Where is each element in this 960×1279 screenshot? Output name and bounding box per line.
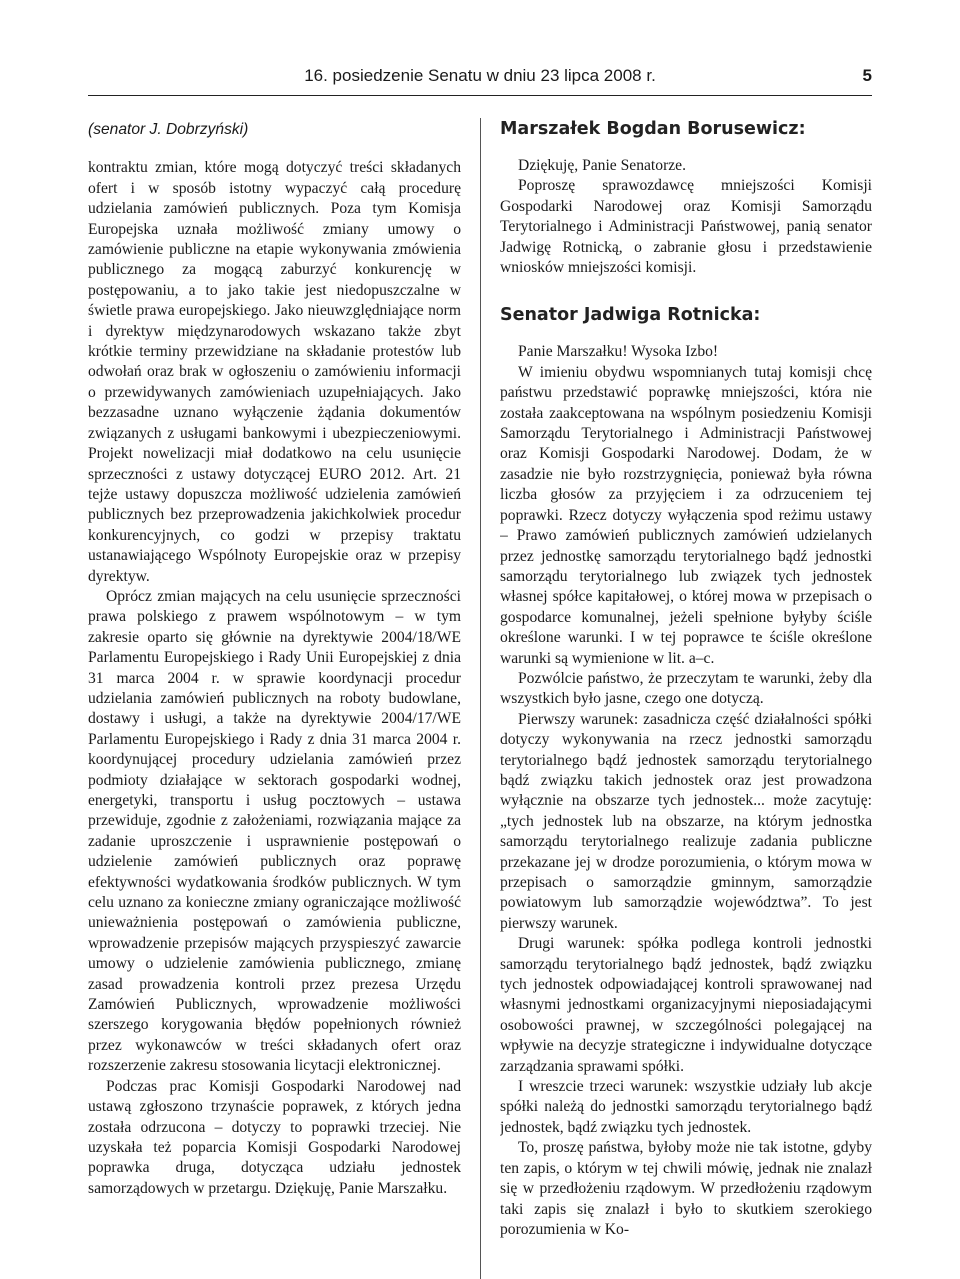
paragraph: I wreszcie trzeci warunek: wszystkie udziały lub akcje spółki należą do jednostki samorządu terytorialnego bądź jednostek, bądź związku tych jednostek. [500, 1078, 872, 1136]
header-title: 16. posiedzenie Senatu w dniu 23 lipca 2008 r. [304, 66, 656, 85]
left-column [88, 118, 461, 1279]
paragraph: Pozwólcie państwo, że przeczytam te warunki, żeby dla wszystkich było jasne, czego one dotyczą. [500, 669, 872, 708]
speaker-heading: Senator Jadwiga Rotnicka: [500, 305, 761, 326]
paragraph: kontraktu zmian, które mogą dotyczyć treści składanych ofert i w sposób istotny wypaczyć całą procedurę udzielania zamówień publicznych. Poza tym Komisja Europejska uznała możliwość zmiany umowy o zamówienie publiczne na etapie wykonywania zmówienia publicznego za mogącą zaburzyć konkurencję w postępowaniu, a to jako takie jest niedopuszczalne w świetle prawa europejskiego. Jako nieuwzględniające norm i dyrektyw międzynarodowych wskazano także zbyt krótkie terminy przewidziane na składanie protestów lub odwołań oraz brak w ogłoszeniu o zamówieniu informacji o przewidywanych zamówieniach uzupełniających. Jako bezzasadne uznano wyłączenie żądania dokumentów związanych z usługami bankowymi i ubezpieczeniowymi. Projekt nowelizacji miał dodatkowo na celu usunięcie sprzeczności z ustawy dotyczącej EURO 2012. Art. 21 tejże ustawy dopuszcza możliwość udzielenia zamówień publicznych bez przeprowadzenia jakichkolwiek procedur konkurencyjnych, co godzi w przepisy traktatu ustanawiającego Wspólnoty Europejskie oraz w przepisy dyrektyw. [88, 159, 461, 585]
paragraph: W imieniu obydwu wspomnianych tutaj komisji chcę państwu przedstawić poprawkę mniejszości, która nie została zaakceptowana na wspólnym posiedzeniu Komisji Samorządu Terytorialnego i Administracji Państwowej oraz Komisji Gospodarki Narodowej. Dodam, że w zasadzie nie było rozstrzygnięcia, ponieważ była równa liczba głosów za przyjęciem i za odrzuceniem tej poprawki. Rzecz dotyczy wyłączenia spod reżimu ustawy – Prawo zamówień publicznych zamówień udzielanych przez jednostkę samorządu terytorialnego bądź jednostki samorządu terytorialnego lub związek tych jednostek własnej spółce kapitałowej, o której mowa w przepisach o gospodarce komunalnej, jeżeli spełnione byłyby ściśle określone warunki. I w tej poprawce te ściśle określone warunki są wymienione w lit. a–c. [500, 363, 872, 667]
paragraph: Oprócz zmian mających na celu usunięcie sprzeczności prawa polskiego z prawem wspólnotowym – w tym zakresie oparto się głównie na dyrektywie 2004/18/WE Parlamentu Europejskiego i Rady Unii Europejskiej z dnia 31 marca 2004 r. w sprawie koordynacji procedur udzielania zamówień publicznych na roboty budowlane, dostawy i usługi, a także na dyrektywie 2004/17/WE Parlamentu Europejskiego i Rady z dnia 31 marca 2004 r. koordynującej procedury udzielania zamówień przez podmioty działające w sektorach gospodarki wodnej, energetyki, transportu i usług pocztowych – ustawa przewiduje, zgodnie z założeniami, rozwiązania mające za zadanie uproszczenie i usprawnienie postępowań o udzielenie zamówień publicznych oraz poprawę efektywności wydatkowania środków publicznych. W tym celu uznano za konieczne zmiany ograniczające możliwość unieważnienia postępowań o zamówienia publiczne, wprowadzenie przepisów mających przyspieszyć zawarcie umowy o udzielenie zamówienia publicznego, zmianę zasad prowadzenia kontroli przez prezesa Urzędu Zamówień Publicznych, wprowadzenie możliwości szerszego korygowania błędów popełnionych również przez wykonawców w treści składanych ofert oraz rozszerzenie zakresu stosowania licytacji elektronicznej. [88, 587, 461, 1075]
running-header [88, 62, 872, 92]
paragraph: Poproszę sprawozdawcę mniejszości Komisji Gospodarki Narodowej oraz Komisji Samorządu Terytorialnego i Administracji Państwowej, panią senator Jadwigę Rotnicką, o zabranie głosu i przedstawienie wniosków mniejszości komisji. [500, 177, 872, 277]
paragraph: Pierwszy warunek: zasadnicza część działalności spółki dotyczy wykonywania na rzecz jednostki samorządu terytorialnego bądź jednostek samorządu terytorialnego bądź związku takich jednostek oraz jest prowadzona wyłącznie na obszarze tych jednostek... może zacytuję: „tych jednostek lub na obszarze, na którym jednostka samorządu terytorialnego realizuje zadania publiczne przekazane jej w drodze porozumienia, o którym mowa w przepisach o samorządzie gminnym, samorządzie powiatowym lub samorządzie województwa”. To jest pierwszy warunek. [500, 710, 872, 932]
paragraph: Podczas prac Komisji Gospodarki Narodowej nad ustawą zgłoszono trzynaście poprawek, z których jedna została odrzucona – dotyczy to poprawki trzeciej. Nie uzyskała też poparcia Komisji Gospodarki Narodowej poprawka druga, dotycząca udziału jednostek samorządowych w przetargu. Dziękuję, Panie Marszałku. [88, 1077, 461, 1197]
column-divider [480, 118, 481, 1279]
speaker-heading: Marszałek Bogdan Borusewicz: [500, 119, 806, 139]
paragraph: Dziękuję, Panie Senatorze. [518, 157, 686, 174]
speaker-attribution: (senator J. Dobrzyński) [88, 121, 249, 138]
paragraph: Drugi warunek: spółka podlega kontroli jednostki samorządu terytorialnego bądź jednostek, bądź związku tych jednostek odpowiadającej kontroli sprawowanej nad własnymi jednostkami organizacyjnymi nieposiadającymi osobowości prawnej, w szczególności polegającej na wpływie na decyzje strategiczne i indywidualne dotyczące zarządzania sprawami spółki. [500, 935, 872, 1075]
page-number: 5 [862, 66, 872, 85]
paragraph: To, proszę państwa, byłoby może nie tak istotne, gdyby ten zapis, o którym w tej chwili mówię, jednak nie znalazł się w przedłożeniu rządowym. W przedłożeniu rządowym taki zapis się znalazł i było to skutkiem szerokiego porozumienia w Ko- [500, 1139, 872, 1238]
header-rule [88, 95, 872, 96]
paragraph: Panie Marszałku! Wysoka Izbo! [518, 343, 719, 361]
right-column [500, 118, 872, 1279]
